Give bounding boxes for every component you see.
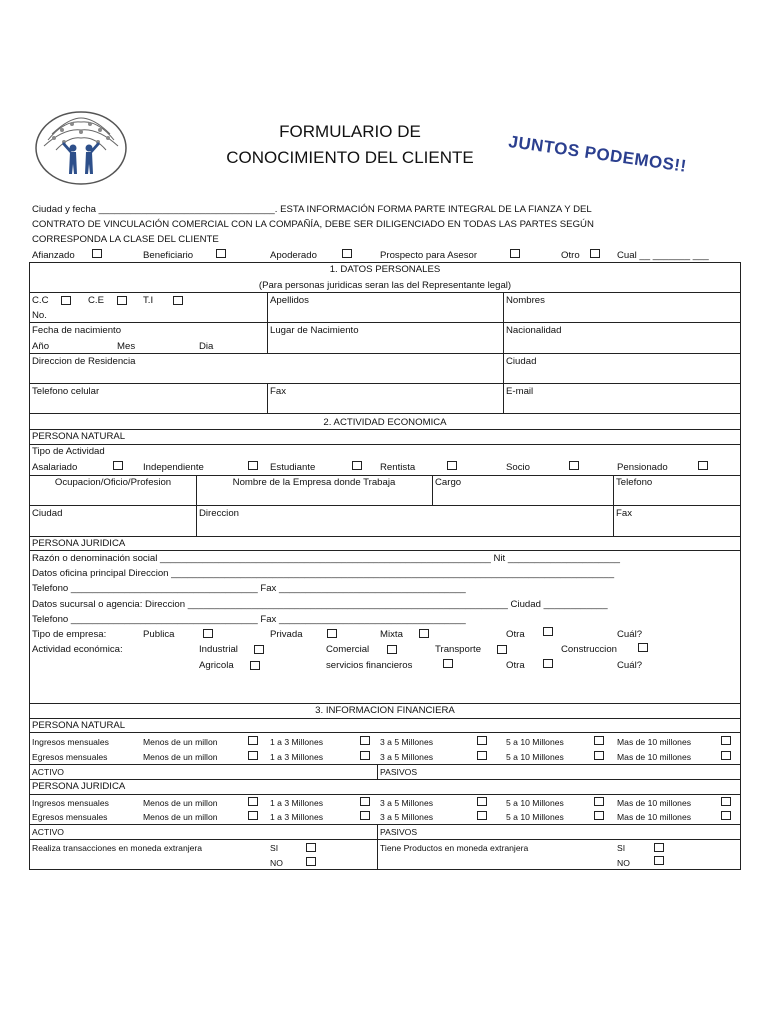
pn-egresos-1a3-label: 1 a 3 Millones: [270, 752, 324, 762]
pn-ingresos-1a3-label: 1 a 3 Millones: [270, 737, 324, 747]
transporte-label: Transporte: [435, 644, 482, 655]
cc-label: C.C: [32, 295, 49, 306]
company-logo: [34, 110, 128, 186]
intro-line3: CORRESPONDA LA CLASE DEL CLIENTE: [32, 234, 219, 245]
pn-ingresos-menos1-label: Menos de un millon: [143, 737, 218, 747]
cual-actividad-label: Cuál?: [617, 660, 643, 671]
lugar-nacimiento-label: Lugar de Nacimiento: [270, 325, 359, 336]
fax-label: Fax: [270, 386, 286, 397]
agricola-label: Agricola: [199, 660, 234, 671]
pn-egresos-5a10-checkbox[interactable]: [594, 751, 604, 760]
pn-label: PERSONA NATURAL: [32, 720, 126, 731]
slogan: JUNTOS PODEMOS!!: [507, 132, 688, 176]
direccion-residencia-label: Direccion de Residencia: [32, 356, 136, 367]
pj-ingresos-mas10-checkbox[interactable]: [721, 797, 731, 806]
nombres-label: Nombres: [506, 295, 545, 306]
direccion-empresa-label: Direccion: [199, 508, 239, 519]
fax-empresa-label: Fax: [616, 508, 632, 519]
section1-title: 1. DATOS PERSONALES: [329, 264, 441, 275]
intro-line1: Ciudad y fecha _________________________________. ESTA INFORMACIÓN FORMA PARTE INTEGRAL DE LA FIANZA Y DEL: [32, 204, 592, 215]
pj-egresos-1a3-label: 1 a 3 Millones: [270, 812, 324, 822]
independiente-checkbox[interactable]: [248, 461, 258, 470]
pj-ingresos-5a10-checkbox[interactable]: [594, 797, 604, 806]
transacciones-label: Realiza transacciones en moneda extranjera: [32, 843, 203, 853]
pj-egresos-5a10-checkbox[interactable]: [594, 811, 604, 820]
nombre-empresa-label: Nombre de la Empresa donde Trabaja: [232, 477, 396, 488]
sucursal-field[interactable]: Datos sucursal o agencia: Direccion ____________________________________________________________ Ciudad ____________: [32, 599, 608, 610]
section1-subtitle: (Para personas juridicas seran las del Representante legal): [258, 280, 512, 291]
email-label: E-mail: [506, 386, 534, 397]
beneficiario-label: Beneficiario: [143, 250, 194, 261]
form-title-line1: FORMULARIO DE: [279, 122, 421, 141]
transporte-checkbox[interactable]: [497, 645, 507, 654]
construccion-label: Construccion: [561, 644, 617, 655]
productos-no-label: NO: [617, 858, 630, 868]
otro-label: Otro: [561, 250, 580, 261]
transacciones-no-label: NO: [270, 858, 283, 868]
pn-egresos-1a3-checkbox[interactable]: [360, 751, 370, 760]
productos-no-checkbox[interactable]: [654, 856, 664, 865]
cual-field[interactable]: Cual __ _______ ___: [617, 250, 709, 261]
privada-checkbox[interactable]: [327, 629, 337, 638]
publica-checkbox[interactable]: [203, 629, 213, 638]
otro-checkbox[interactable]: [590, 249, 600, 258]
ti-label: T.I: [143, 295, 154, 306]
razon-social-field[interactable]: Razón o denominación social ______________________________________________________________ Nit _____________________: [32, 553, 620, 564]
pn-egresos-menos1-checkbox[interactable]: [248, 751, 258, 760]
publica-label: Publica: [143, 629, 175, 640]
servicios-financieros-label: servicios financieros: [326, 660, 413, 671]
productos-label: Tiene Productos en moneda extranjera: [380, 843, 529, 853]
pj-egresos-label: Egresos mensuales: [32, 812, 108, 822]
pn-activo-label: ACTIVO: [32, 767, 64, 777]
pj-egresos-3a5-label: 3 a 5 Millones: [380, 812, 434, 822]
pj-ingresos-3a5-label: 3 a 5 Millones: [380, 798, 434, 808]
pj-egresos-1a3-checkbox[interactable]: [360, 811, 370, 820]
cargo-label: Cargo: [435, 477, 462, 488]
pensionado-label: Pensionado: [617, 462, 668, 473]
pj-ingresos-menos1-label: Menos de un millon: [143, 798, 218, 808]
telefono-fax-sucursal-field[interactable]: Telefono ___________________________________ Fax ___________________________________: [32, 614, 466, 625]
afianzado-checkbox[interactable]: [92, 249, 102, 258]
pn-ingresos-mas10-label: Mas de 10 millones: [617, 737, 692, 747]
pn-ingresos-label: Ingresos mensuales: [32, 737, 109, 747]
form-title-line2: CONOCIMIENTO DEL CLIENTE: [226, 148, 474, 167]
cual-tipo-label: Cuál?: [617, 629, 643, 640]
transacciones-si-label: SI: [270, 843, 279, 853]
pj-ingresos-label: Ingresos mensuales: [32, 798, 109, 808]
pn-egresos-3a5-label: 3 a 5 Millones: [380, 752, 434, 762]
pn-ingresos-5a10-label: 5 a 10 Millones: [506, 737, 564, 747]
otra-tipo-checkbox[interactable]: [543, 627, 553, 636]
pj-pasivos-label: PASIVOS: [380, 827, 418, 837]
pn-egresos-mas10-checkbox[interactable]: [721, 751, 731, 760]
pj-egresos-5a10-label: 5 a 10 Millones: [506, 812, 564, 822]
dia-label: Dia: [199, 341, 214, 352]
pj-ingresos-1a3-checkbox[interactable]: [360, 797, 370, 806]
pn-ingresos-menos1-checkbox[interactable]: [248, 736, 258, 745]
ciudad-empresa-label: Ciudad: [32, 508, 63, 519]
tipo-actividad-label: Tipo de Actividad: [32, 446, 105, 457]
socio-checkbox[interactable]: [569, 461, 579, 470]
telefono-fax-principal-field[interactable]: Telefono ___________________________________ Fax ___________________________________: [32, 583, 466, 594]
servicios-financieros-checkbox[interactable]: [443, 659, 453, 668]
pj-ingresos-3a5-checkbox[interactable]: [477, 797, 487, 806]
pj-egresos-3a5-checkbox[interactable]: [477, 811, 487, 820]
actividad-economica-label: Actividad económica:: [32, 644, 123, 655]
mixta-checkbox[interactable]: [419, 629, 429, 638]
productos-si-label: SI: [617, 843, 626, 853]
telefono-celular-label: Telefono celular: [32, 386, 100, 397]
pensionado-checkbox[interactable]: [698, 461, 708, 470]
productos-si-checkbox[interactable]: [654, 843, 664, 852]
asalariado-label: Asalariado: [32, 462, 78, 473]
independiente-label: Independiente: [143, 462, 204, 473]
pn-ingresos-mas10-checkbox[interactable]: [721, 736, 731, 745]
asalariado-checkbox[interactable]: [113, 461, 123, 470]
prospecto-label: Prospecto para Asesor: [380, 250, 478, 261]
industrial-checkbox[interactable]: [254, 645, 264, 654]
pn-egresos-label: Egresos mensuales: [32, 752, 108, 762]
pn-ingresos-3a5-checkbox[interactable]: [477, 736, 487, 745]
apellidos-label: Apellidos: [270, 295, 309, 306]
prospecto-checkbox[interactable]: [510, 249, 520, 258]
mes-label: Mes: [117, 341, 136, 352]
telefono-label: Telefono: [616, 477, 653, 488]
otra-tipo-label: Otra: [506, 629, 525, 640]
beneficiario-checkbox[interactable]: [216, 249, 226, 258]
ocupacion-label: Ocupacion/Oficio/Profesion: [54, 477, 172, 488]
section2-title: 2. ACTIVIDAD ECONOMICA: [323, 417, 447, 428]
rentista-label: Rentista: [380, 462, 416, 473]
transacciones-si-checkbox[interactable]: [306, 843, 316, 852]
document-number-label: No.: [32, 310, 47, 321]
construccion-checkbox[interactable]: [638, 643, 648, 652]
privada-label: Privada: [270, 629, 303, 640]
pj-ingresos-5a10-label: 5 a 10 Millones: [506, 798, 564, 808]
tipo-empresa-label: Tipo de empresa:: [32, 629, 107, 640]
intro-line2: CONTRATO DE VINCULACIÓN COMERCIAL CON LA COMPAÑÍA, DEBE SER DILIGENCIADO EN TODAS LAS PARTES SEGÚN: [32, 219, 594, 230]
comercial-label: Comercial: [326, 644, 370, 655]
ce-checkbox[interactable]: [117, 296, 127, 305]
pn-egresos-menos1-label: Menos de un millon: [143, 752, 218, 762]
estudiante-label: Estudiante: [270, 462, 316, 473]
oficina-principal-field[interactable]: Datos oficina principal Direccion ___________________________________________________________________________________: [32, 568, 615, 579]
cc-checkbox[interactable]: [61, 296, 71, 305]
transacciones-no-checkbox[interactable]: [306, 857, 316, 866]
pj-ingresos-1a3-label: 1 a 3 Millones: [270, 798, 324, 808]
pj-egresos-mas10-label: Mas de 10 millones: [617, 812, 692, 822]
rentista-checkbox[interactable]: [447, 461, 457, 470]
pj-ingresos-menos1-checkbox[interactable]: [248, 797, 258, 806]
estudiante-checkbox[interactable]: [352, 461, 362, 470]
industrial-label: Industrial: [199, 644, 238, 655]
section3-title: 3. INFORMACION FINANCIERA: [315, 705, 455, 716]
afianzado-label: Afianzado: [32, 250, 75, 261]
socio-label: Socio: [506, 462, 530, 473]
ciudad-label: Ciudad: [506, 356, 537, 367]
apoderado-label: Apoderado: [270, 250, 317, 261]
pj-egresos-menos1-checkbox[interactable]: [248, 811, 258, 820]
pj-ingresos-mas10-label: Mas de 10 millones: [617, 798, 692, 808]
otra-actividad-label: Otra: [506, 660, 525, 671]
pn-egresos-3a5-checkbox[interactable]: [477, 751, 487, 760]
persona-natural-label: PERSONA NATURAL: [32, 431, 126, 442]
pn-pasivos-label: PASIVOS: [380, 767, 418, 777]
apoderado-checkbox[interactable]: [342, 249, 352, 258]
pj-label: PERSONA JURIDICA: [32, 781, 126, 792]
pj-egresos-mas10-checkbox[interactable]: [721, 811, 731, 820]
pn-egresos-mas10-label: Mas de 10 millones: [617, 752, 692, 762]
mixta-label: Mixta: [380, 629, 403, 640]
otra-actividad-checkbox[interactable]: [543, 659, 553, 668]
anio-label: Año: [32, 341, 50, 352]
ce-label: C.E: [88, 295, 104, 306]
pn-ingresos-3a5-label: 3 a 5 Millones: [380, 737, 434, 747]
ti-checkbox[interactable]: [173, 296, 183, 305]
pj-egresos-menos1-label: Menos de un millon: [143, 812, 218, 822]
agricola-checkbox[interactable]: [250, 661, 260, 670]
fecha-nacimiento-label: Fecha de nacimiento: [32, 325, 122, 336]
pj-activo-label: ACTIVO: [32, 827, 64, 837]
comercial-checkbox[interactable]: [387, 645, 397, 654]
pn-ingresos-1a3-checkbox[interactable]: [360, 736, 370, 745]
nacionalidad-label: Nacionalidad: [506, 325, 562, 336]
pn-egresos-5a10-label: 5 a 10 Millones: [506, 752, 564, 762]
persona-juridica-label: PERSONA JURIDICA: [32, 538, 126, 549]
pn-ingresos-5a10-checkbox[interactable]: [594, 736, 604, 745]
